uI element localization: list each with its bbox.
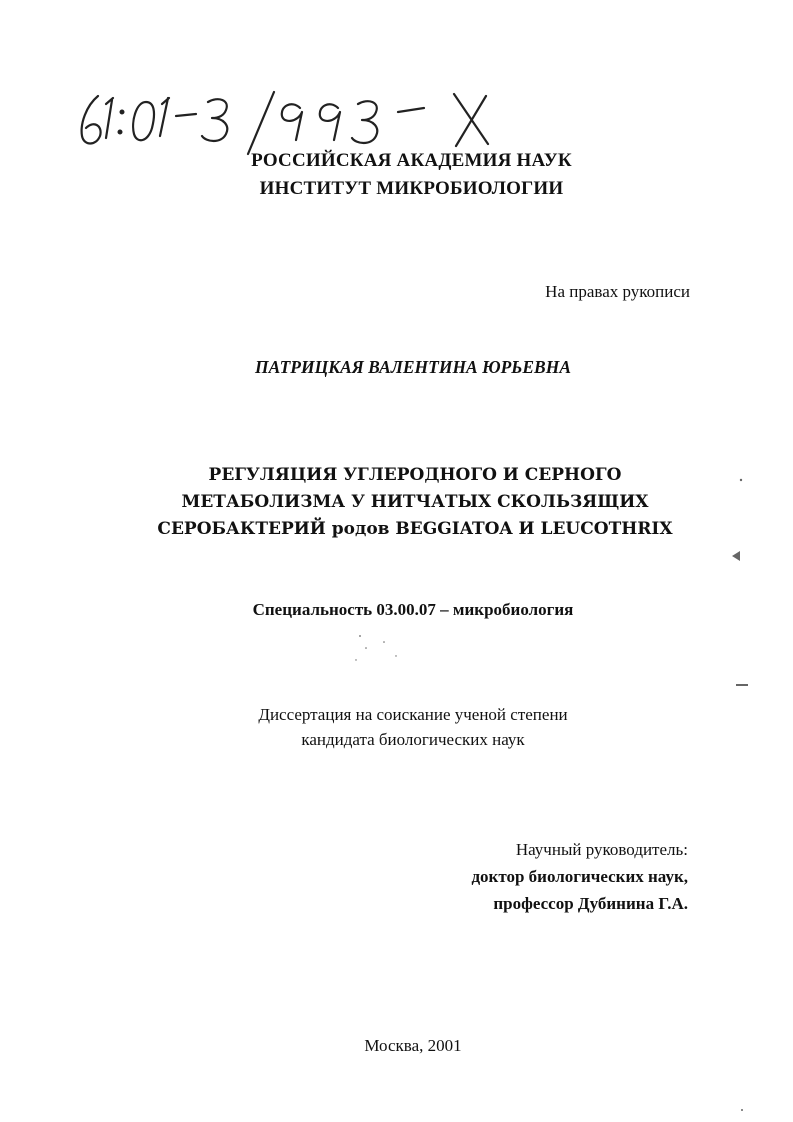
degree-line-1: Диссертация на соискание ученой степени xyxy=(258,705,568,724)
supervisor-degree: доктор биологических наук, xyxy=(471,867,688,886)
organization-line-1: РОССИЙСКАЯ АКАДЕМИЯ НАУК xyxy=(251,150,572,171)
manuscript-rights: На правах рукописи xyxy=(545,282,690,301)
author-name: ПАТРИЦКАЯ ВАЛЕНТИНА ЮРЬЕВНА xyxy=(254,357,572,377)
handwritten-code-drawing xyxy=(76,88,546,158)
title-line-3: СЕРОБАКТЕРИЙ родов BEGGIATOA И LEUCOTHRIX xyxy=(157,519,673,539)
supervisor-label: Научный руководитель: xyxy=(515,840,688,859)
title-line-2: МЕТАБОЛИЗМА У НИТЧАТЫХ СКОЛЬЗЯЩИХ xyxy=(181,492,649,512)
scan-speck xyxy=(359,635,361,637)
specialty: Специальность 03.00.07 – микробиология xyxy=(252,600,574,619)
dissertation-title xyxy=(0,462,793,543)
scan-speck xyxy=(395,655,396,656)
degree-line-2: кандидата биологических наук xyxy=(301,730,525,749)
scan-speck xyxy=(383,641,385,643)
degree-statement xyxy=(0,702,793,752)
scan-speck xyxy=(355,659,356,660)
organization-line-2: ИНСТИТУТ МИКРОБИОЛОГИИ xyxy=(259,178,564,199)
scan-mark-arrow xyxy=(732,551,740,561)
scan-mark-dash xyxy=(736,684,748,686)
handwritten-catalog-code xyxy=(76,88,546,158)
supervisor-name: профессор Дубинина Г.А. xyxy=(493,894,688,913)
scan-speck xyxy=(741,1109,743,1111)
title-line-1: РЕГУЛЯЦИЯ УГЛЕРОДНОГО И СЕРНОГО xyxy=(208,465,622,485)
supervisor-block xyxy=(430,836,688,917)
city-year: Москва, 2001 xyxy=(364,1036,462,1055)
scan-speck xyxy=(365,647,367,649)
